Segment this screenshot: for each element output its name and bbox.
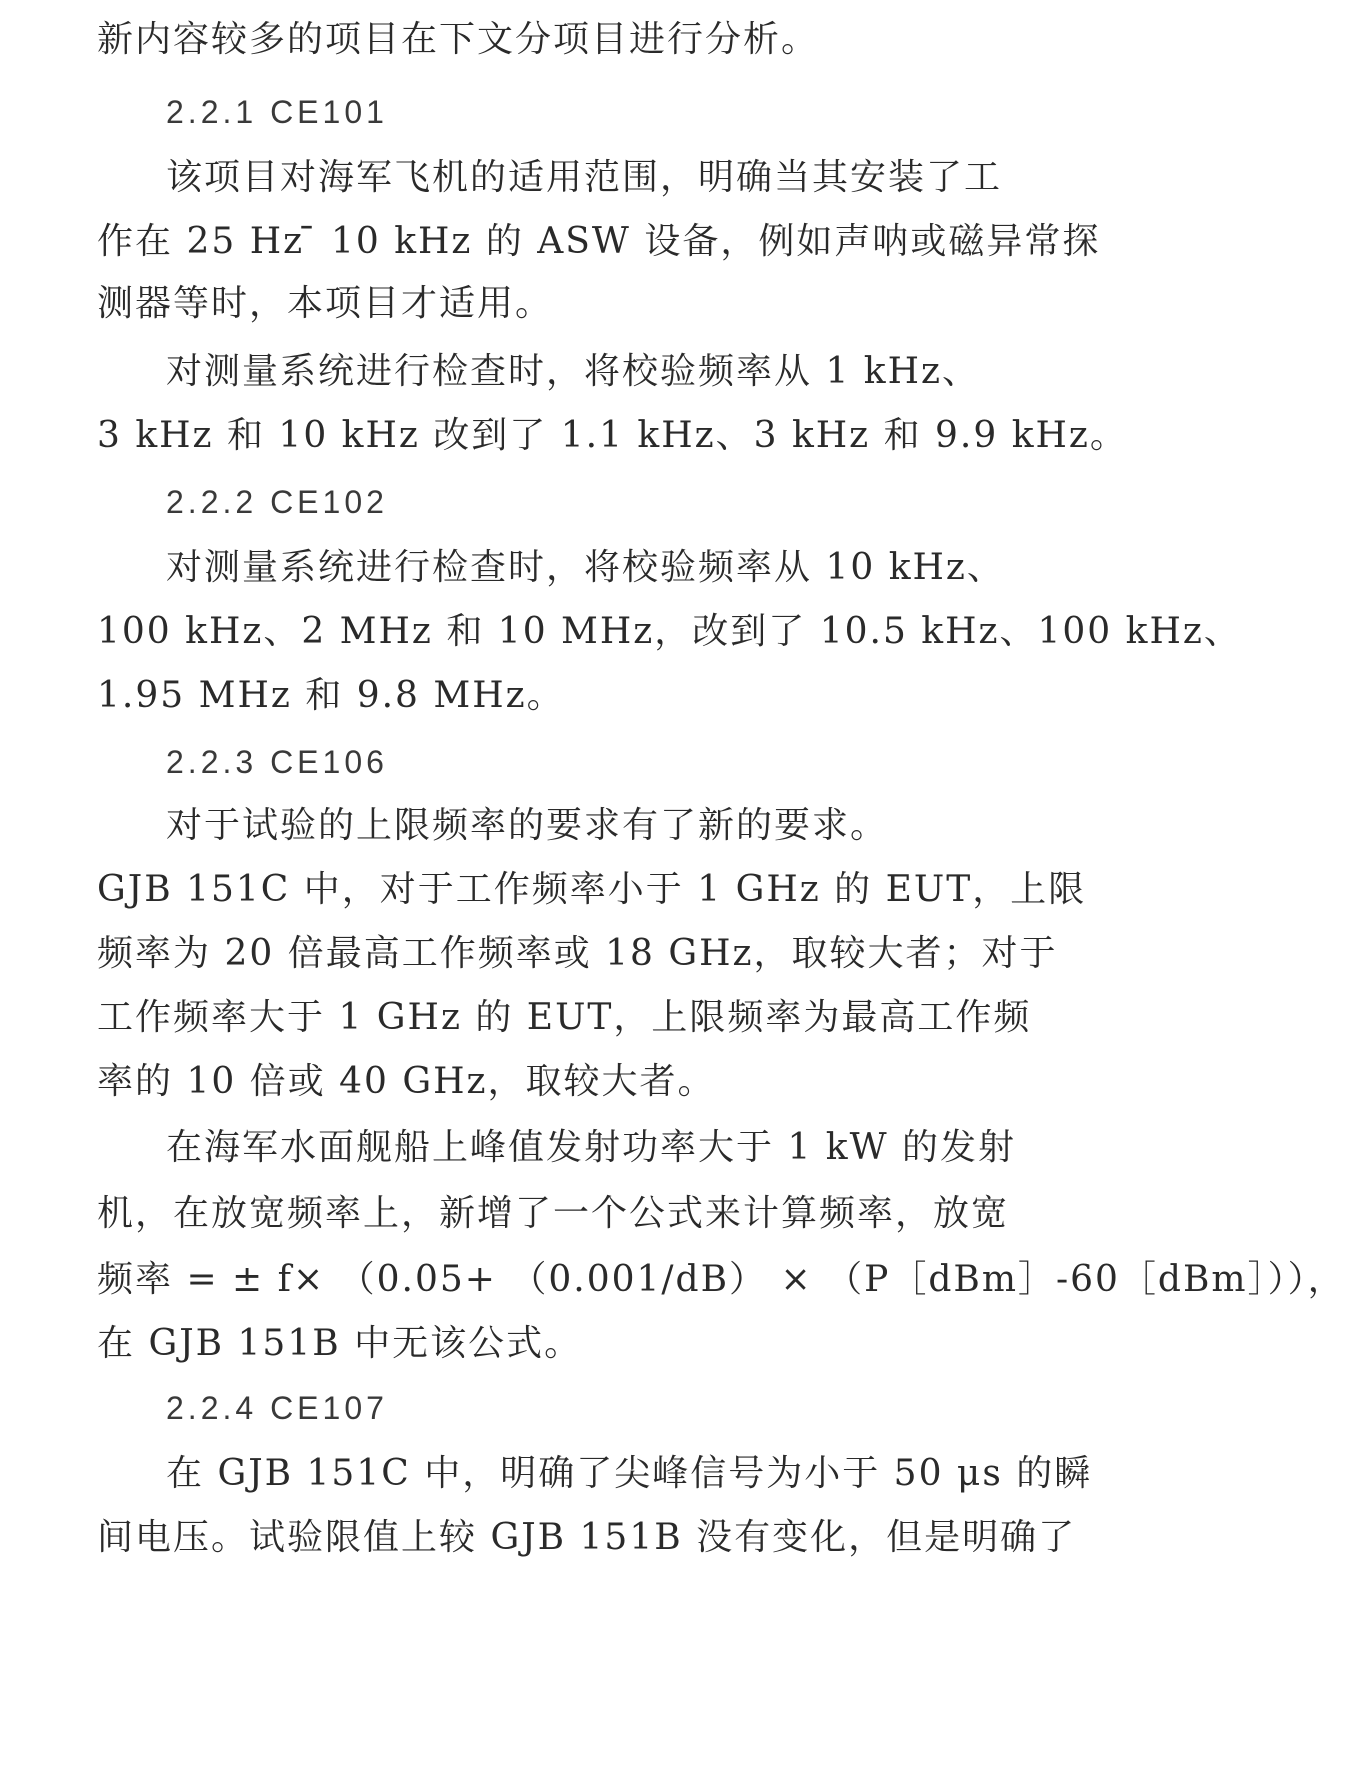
formula-line: 频率 = ± f× （0.05+ （0.001/dB） × （P［dBm］-60［dBm］）），: [97, 1259, 1346, 1300]
paragraph-line: 间电压。试验限值上较 GJB 151B 没有变化，但是明确了: [97, 1517, 1077, 1558]
paragraph-line: 对测量系统进行检查时，将校验频率从 10 kHz、: [166, 547, 1005, 588]
section-heading-ce102: 2.2.2 CE102: [166, 484, 388, 520]
paragraph-line: 率的 10 倍或 40 GHz，取较大者。: [97, 1061, 716, 1102]
paragraph-line: 新内容较多的项目在下文分项目进行分析。: [97, 19, 820, 60]
paragraph-line: 在 GJB 151C 中，明确了尖峰信号为小于 50 μs 的瞬: [166, 1453, 1093, 1494]
paragraph-line: 该项目对海军飞机的适用范围，明确当其安装了工: [166, 157, 1003, 198]
paragraph-line: 频率为 20 倍最高工作频率或 18 GHz，取较大者；对于: [97, 933, 1058, 974]
paragraph-line: 测器等时，本项目才适用。: [97, 283, 554, 324]
paragraph-line: 在 GJB 151B 中无该公式。: [97, 1323, 583, 1364]
section-heading-ce106: 2.2.3 CE106: [166, 744, 388, 780]
paragraph-line: 3 kHz 和 10 kHz 改到了 1.1 kHz、3 kHz 和 9.9 kHz。: [97, 415, 1128, 456]
section-heading-ce101: 2.2.1 CE101: [166, 94, 388, 130]
paragraph-line: 100 kHz、2 MHz 和 10 MHz，改到了 10.5 kHz、100 kHz、: [97, 611, 1242, 652]
paragraph-line: 工作频率大于 1 GHz 的 EUT，上限频率为最高工作频: [97, 997, 1032, 1038]
paragraph-line: 作在 25 Hz ̄ 10 kHz 的 ASW 设备，例如声呐或磁异常探: [97, 221, 1101, 262]
paragraph-line: 对于试验的上限频率的要求有了新的要求。: [166, 805, 889, 846]
section-heading-ce107: 2.2.4 CE107: [166, 1390, 388, 1426]
paragraph-line: 在海军水面舰船上峰值发射功率大于 1 kW 的发射: [166, 1127, 1017, 1168]
paragraph-line: 对测量系统进行检查时，将校验频率从 1 kHz、: [166, 351, 980, 392]
paragraph-line: 机，在放宽频率上，新增了一个公式来计算频率，放宽: [97, 1193, 1010, 1234]
paragraph-line: 1.95 MHz 和 9.8 MHz。: [97, 675, 565, 716]
paragraph-line: GJB 151C 中，对于工作频率小于 1 GHz 的 EUT，上限: [97, 869, 1087, 910]
